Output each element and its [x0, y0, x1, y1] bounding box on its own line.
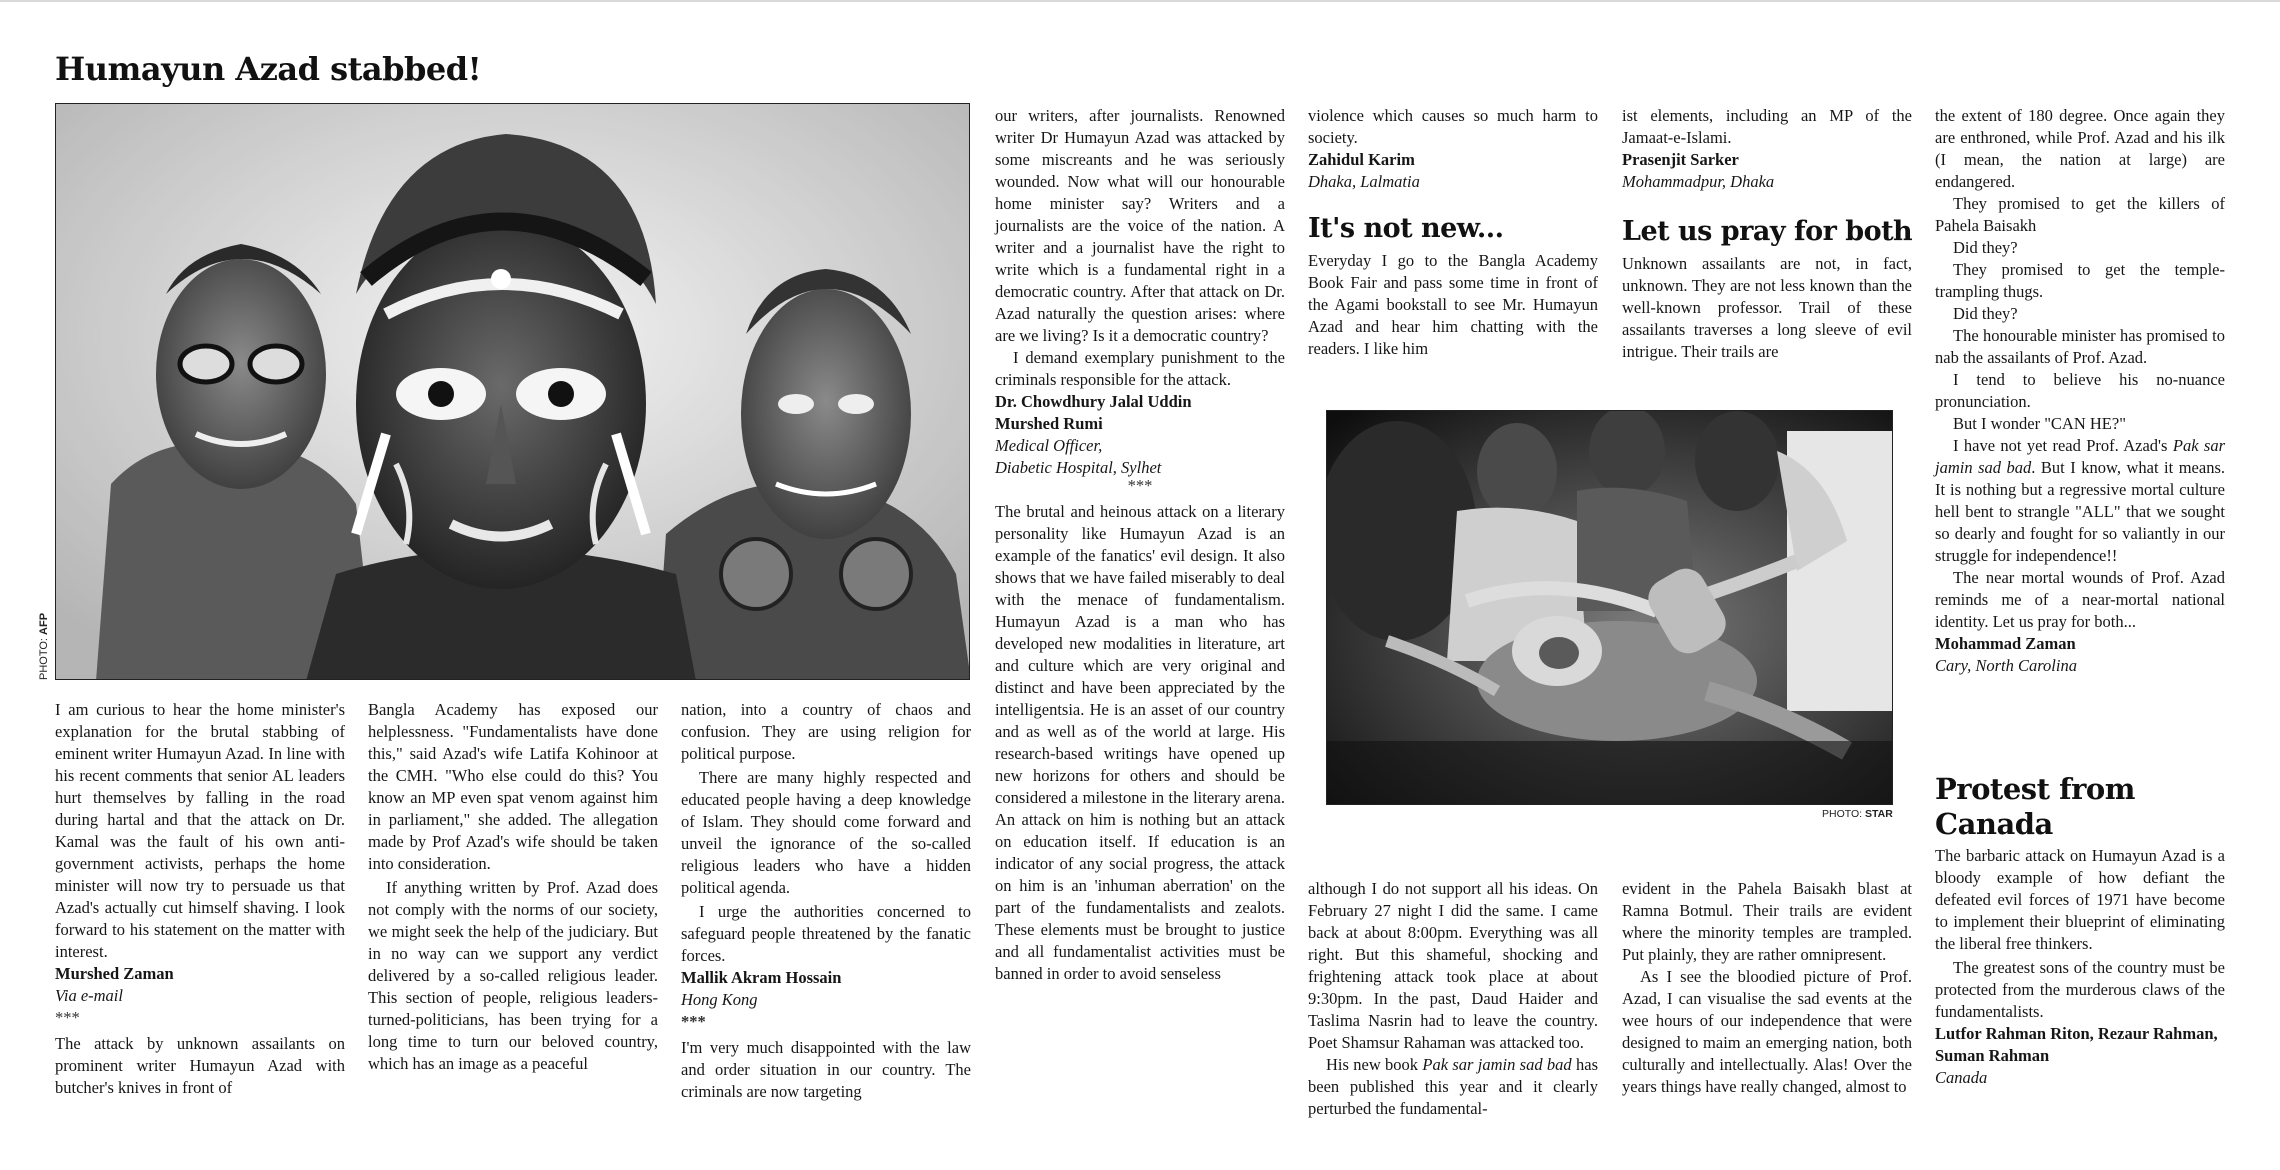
col7-canada-paragraph-1: The barbaric attack on Humayun Azad is a bloody example of how defiant the defeated evil forces of 1971 have become to implement their blueprint of eliminating the liberal free thinkers.: [1935, 846, 2225, 953]
col6-paragraph-2: evident in the Pahela Baisakh blast at Ramna Botmul. Their trails are evident where the minority temples are trampled. Put plainly, they are rather omnipresent.: [1622, 879, 1912, 964]
col7-book-title: Pak sar jamin sad bad: [1935, 436, 2225, 477]
col4-signature-2: Murshed Rumi: [995, 414, 1103, 433]
photo-injured-writer-image: [1327, 411, 1893, 805]
col3-paragraph-1: nation, into a country of chaos and confusion. They are using religion for political purpose.: [681, 700, 971, 763]
col6-paragraph-0: ist elements, including an MP of the Jamaat-e-Islami.: [1622, 106, 1912, 147]
column-5-intro: [1308, 250, 1598, 360]
col6-signature: Prasenjit Sarker: [1622, 150, 1739, 169]
col4-paragraph-3: The brutal and heinous attack on a literary personality like Humayun Azad is an example of the fanatics' evil design. It also shows that we have failed miserably to deal with the menace of fundamentalism. Humayun Azad is a man who has developed new modalities in literature, art and culture which are very original and distinct and have been appreciated by the intelligentsia. He is an asset of our country and as well as of the world at large. His research-based writings have opened up new horizons for others and should be considered a milestone in the literary arena. An attack on him is nothing but an attack on education itself. If education is an indicator of any social progress, the attack on him is an 'inhuman aberration' on the part of the fundamentalists and zealots. These elements must be brought to justice and all fundamentalist activities must be banned in order to avoid senseless: [995, 502, 1285, 983]
col5-paragraph-0: violence which causes so much harm to society.: [1308, 106, 1598, 147]
column-6-top: [1622, 105, 1912, 193]
col2-paragraph-2: If anything written by Prof. Azad does not comply with the norms of our society, we might seek the help of the judiciary. But in no way can we support any verdict delivered by a so-called religious leader. This section of people, religious leaders-turned-politicians, has been trying for a long time to turn our beloved country, which has an image as a peaceful: [368, 878, 658, 1073]
col5-paragraph-3: His new book Pak sar jamin sad bad has been published this year and it clearly perturbed the fundamental-: [1308, 1055, 1599, 1118]
col5-paragraph-2: although I do not support all his ideas. On February 27 night I did the same. I came back at about 8:00pm. Everything was all right. But this shameful, shocking and frightening attack took place at about 9:30pm. In the past, Daud Haider and Taslima Nasrin had to leave the country. Poet Shamsur Rahaman was attacked too.: [1308, 879, 1598, 1052]
col4-paragraph-1: our writers, after journalists. Renowned writer Dr Humayun Azad was attacked by some miscreants and he was seriously wounded. Now what will our honourable home minister say? Writers and a journalists are the voice of the nation. A writer and a journalist have the right to write which is a fundamental right in a democratic country. After that attack on Dr. Azad naturally the question arises: where are we living? Is it a democratic country?: [995, 106, 1285, 345]
top-rule: [0, 0, 2280, 2]
col3-paragraph-3: I urge the authorities concerned to safeguard people threatened by the fanatic forces.: [681, 902, 971, 965]
col1-affiliation: Via e-mail: [55, 986, 123, 1005]
column-7: [1935, 105, 2225, 677]
column-6-bottom: [1622, 878, 1912, 1098]
col5-paragraph-1: Everyday I go to the Bangla Academy Book Fair and pass some time in front of the Agami bookstall to see Mr. Humayun Azad and hear him chatting with the readers. I like him: [1308, 251, 1598, 358]
col7-canada-signature: Lutfor Rahman Riton, Rezaur Rahman, Suman Rahman: [1935, 1024, 2218, 1065]
section-headline-protest-from-canada: Protest from Canada: [1935, 772, 2135, 841]
col4-affiliation-1: Medical Officer,: [995, 436, 1103, 455]
column-1: [55, 699, 345, 1099]
section-headline-pray-for-both: Let us pray for both: [1622, 216, 1913, 247]
column-2: [368, 699, 658, 1075]
col7-paragraph-0: the extent of 180 degree. Once again they are enthroned, while Prof. Azad and his ilk (I mean, the nation at large) are endangered.: [1935, 106, 2225, 191]
col3-affiliation: Hong Kong: [681, 990, 758, 1009]
col2-paragraph-1: Bangla Academy has exposed our helplessness. "Fundamentalists have done this," said Azad's wife Latifa Kohinoor at the CMH. "Who else could do this? You know an MP even spat venom against him in parliament," she added. The allegation made by Prof Azad's wife should be taken into consideration.: [368, 700, 658, 873]
col7-line-2: Did they?: [1953, 238, 2018, 257]
col7-line-9: The near mortal wounds of Prof. Azad reminds me of a near-mortal national identity. Let us pray for both...: [1935, 568, 2225, 631]
photo-festival-image: [56, 104, 970, 680]
col7-line-1: They promised to get the killers of Pahela Baisakh: [1935, 194, 2225, 235]
column-4: [995, 105, 1285, 985]
col5-affiliation: Dhaka, Lalmatia: [1308, 172, 1420, 191]
photo2-credit: PHOTO: STAR: [1822, 808, 1893, 820]
page-headline: Humayun Azad stabbed!: [55, 50, 482, 88]
col1-letter-paragraph: I am curious to hear the home minister's explanation for the brutal stabbing of eminent writer Humayun Azad. In line with his recent comments that senior AL leaders hurt themselves by falling in the road during hartal and that the attack on Dr. Kamal was the fault of his own anti-government activists, perhaps the home minister will now try to persuade us that Azad's actually cut himself shaving. I look forward to his statement on the matter with interest.: [55, 700, 345, 961]
col7-line-5: The honourable minister has promised to nab the assailants of Prof. Azad.: [1935, 326, 2225, 367]
col7-line-4: Did they?: [1953, 304, 2018, 323]
column-5-bottom: [1308, 878, 1598, 1120]
col7-signature: Mohammad Zaman: [1935, 634, 2076, 653]
col4-signature-1: Dr. Chowdhury Jalal Uddin: [995, 392, 1192, 411]
photo-injured-writer: [1326, 410, 1893, 805]
col7-line-8: I have not yet read Prof. Azad's Pak sar jamin sad bad. But I know, what it means. It is nothing but a regressive mortal culture hell bent to strangle "ALL" that we sought so dearly and fought for so valiantly in our struggle for independence!!: [1935, 436, 2225, 565]
col3-paragraph-4: I'm very much disappointed with the law and order situation in our country. The criminals are now targeting: [681, 1038, 971, 1101]
col5-book-title: Pak sar jamin sad bad: [1422, 1055, 1572, 1074]
col4-paragraph-2: I demand exemplary punishment to the criminals responsible for the attack.: [995, 348, 1285, 389]
col7-canada-paragraph-2: The greatest sons of the country must be protected from the murderous claws of the fundamentalists.: [1935, 958, 2225, 1021]
col3-separator: ***: [681, 1012, 706, 1031]
col1-letter-paragraph-2: The attack by unknown assailants on prominent writer Humayun Azad with butcher's knives in front of: [55, 1034, 345, 1097]
col7-line-7: But I wonder "CAN HE?": [1953, 414, 2126, 433]
col1-signature: Murshed Zaman: [55, 964, 174, 983]
col3-signature: Mallik Akram Hossain: [681, 968, 842, 987]
col5-signature: Zahidul Karim: [1308, 150, 1415, 169]
photo-festival-painted-faces: [55, 103, 970, 680]
col4-separator: ***: [1127, 476, 1153, 495]
column-6-intro: [1622, 253, 1912, 363]
section-headline-its-not-new: It's not new...: [1308, 213, 1504, 244]
column-5-top: [1308, 105, 1598, 193]
col1-separator: ***: [55, 1008, 80, 1027]
column-7-bottom: [1935, 845, 2225, 1089]
col7-affiliation: Cary, North Carolina: [1935, 656, 2077, 675]
photo1-credit: PHOTO: AFP: [38, 612, 50, 680]
col7-line-6: I tend to believe his no-nuance pronunciation.: [1935, 370, 2225, 411]
column-3: [681, 699, 971, 1103]
col3-paragraph-2: There are many highly respected and educated people having a deep knowledge of Islam. They should come forward and unveil the ignorance of the so-called religious leaders who have a hidden political agenda.: [681, 768, 971, 897]
col6-affiliation: Mohammadpur, Dhaka: [1622, 172, 1775, 191]
col7-line-3: They promised to get the temple-trampling thugs.: [1935, 260, 2225, 301]
col6-paragraph-1: Unknown assailants are not, in fact, unknown. They are not less known than the well-known professor. Trail of these assailants traverses a long sleeve of evil intrigue. Their trails are: [1622, 254, 1912, 361]
col6-paragraph-3: As I see the bloodied picture of Prof. Azad, I can visualise the sad events at the wee hours of our independence that were designed to maim an emerging nation, both culturally and intellectually. Alas! Over the years things have really changed, almost to: [1622, 967, 1912, 1096]
col4-affiliation-2: Diabetic Hospital, Sylhet: [995, 458, 1162, 477]
col7-canada-affiliation: Canada: [1935, 1068, 1988, 1087]
